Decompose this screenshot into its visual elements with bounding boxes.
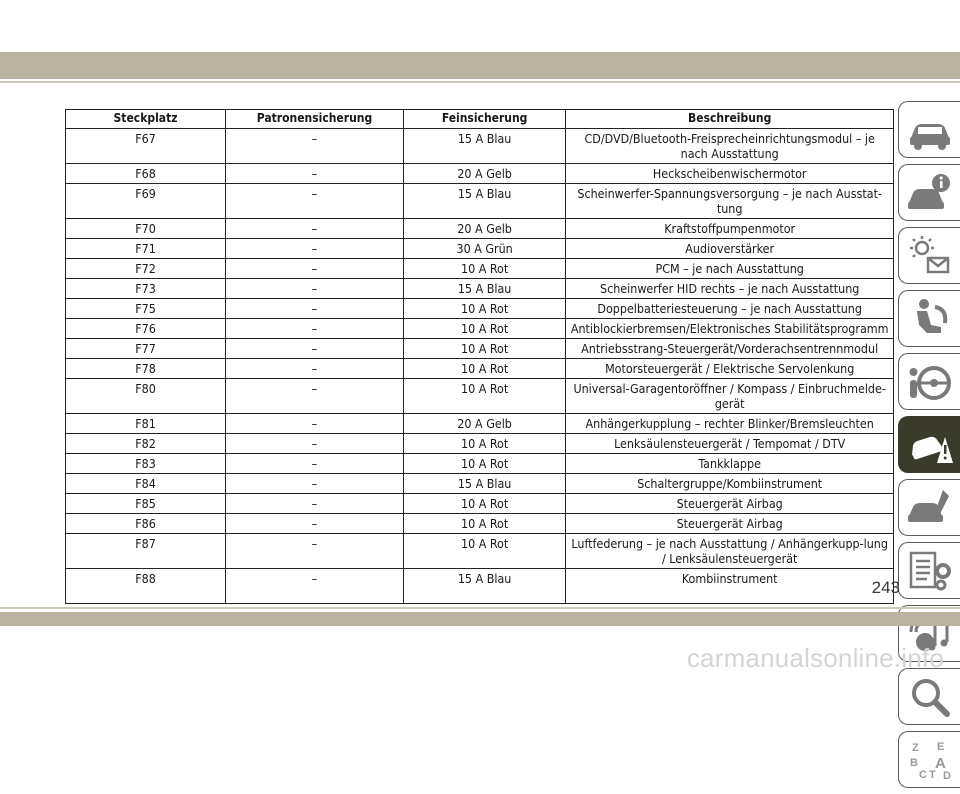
car-info-icon: [907, 171, 953, 215]
table-row: [66, 319, 894, 339]
car-dashboard-icon: [907, 108, 953, 152]
table-row: [66, 414, 894, 434]
table-row: [66, 569, 894, 604]
cell-cartridge: –: [226, 339, 404, 359]
index-letter: D: [942, 769, 951, 782]
cell-desc: PCM – je nach Ausstattung: [566, 259, 894, 279]
cell-cartridge: –: [226, 359, 404, 379]
cell-slot: F80: [66, 379, 226, 414]
tab-roadside-emergency[interactable]: [898, 416, 960, 473]
cell-desc: Lenksäulensteuergerät / Tempomat / DTV: [566, 434, 894, 454]
cell-cartridge: –: [226, 514, 404, 534]
table-row: [66, 219, 894, 239]
cell-desc: Luftfederung – je nach Ausstattung / Anhängerkupp-lung / Lenksäulensteuergerät: [566, 534, 894, 569]
cell-cartridge: –: [226, 494, 404, 514]
cell-cartridge: –: [226, 319, 404, 339]
cell-mini: 10 A Rot: [403, 299, 565, 319]
cell-cartridge: –: [226, 474, 404, 494]
index-letter: C: [918, 768, 927, 781]
cell-desc: Heckscheibenwischermotor: [566, 164, 894, 184]
cell-cartridge: –: [226, 454, 404, 474]
tab-car-info[interactable]: [898, 164, 960, 221]
chapter-tabs: [898, 101, 960, 794]
cell-slot: F73: [66, 279, 226, 299]
cell-desc: Antiblockierbremsen/Elektronisches Stabilitätsprogramm: [566, 319, 894, 339]
cell-cartridge: –: [226, 164, 404, 184]
cell-mini: 10 A Rot: [403, 534, 565, 569]
car-service-icon: [907, 486, 953, 530]
cell-mini: 30 A Grün: [403, 239, 565, 259]
cell-mini: 10 A Rot: [403, 494, 565, 514]
tab-warning-lights[interactable]: [898, 227, 960, 284]
cell-mini: 20 A Gelb: [403, 414, 565, 434]
cell-cartridge: –: [226, 569, 404, 604]
cell-slot: F86: [66, 514, 226, 534]
cell-slot: F76: [66, 319, 226, 339]
cell-cartridge: –: [226, 414, 404, 434]
cell-cartridge: –: [226, 219, 404, 239]
table-row: [66, 184, 894, 219]
tab-car-dashboard[interactable]: [898, 101, 960, 158]
cell-slot: F84: [66, 474, 226, 494]
table-row: [66, 164, 894, 184]
tab-steering-wheel[interactable]: [898, 353, 960, 410]
cell-desc: Scheinwerfer-Spannungsversorgung – je nach Ausstat-tung: [566, 184, 894, 219]
tab-language-index[interactable]: [898, 731, 960, 788]
cell-slot: F83: [66, 454, 226, 474]
table-row: [66, 129, 894, 164]
cell-mini: 15 A Blau: [403, 184, 565, 219]
table-row: [66, 259, 894, 279]
cell-cartridge: –: [226, 299, 404, 319]
index-letter: T: [928, 768, 936, 781]
index-letter: E: [936, 740, 944, 753]
cell-desc: Antriebsstrang-Steuergerät/Vorderachsentrennmodul: [566, 339, 894, 359]
cell-mini: 10 A Rot: [403, 259, 565, 279]
cell-mini: 10 A Rot: [403, 434, 565, 454]
header-band: [0, 52, 960, 79]
cell-mini: 15 A Blau: [403, 129, 565, 164]
cell-slot: F71: [66, 239, 226, 259]
cell-slot: F72: [66, 259, 226, 279]
specifications-icon: [907, 549, 953, 593]
cell-desc: Doppelbatteriesteuerung – je nach Ausstattung: [566, 299, 894, 319]
cell-mini: 10 A Rot: [403, 514, 565, 534]
fuse-table: [65, 109, 894, 604]
cell-desc: Kraftstoffpumpenmotor: [566, 219, 894, 239]
cell-slot: F75: [66, 299, 226, 319]
table-row: [66, 434, 894, 454]
cell-slot: F69: [66, 184, 226, 219]
cell-mini: 15 A Blau: [403, 279, 565, 299]
page-number: 243: [871, 578, 900, 597]
footer-line: [0, 607, 960, 609]
cell-desc: Schaltergruppe/Kombiinstrument: [566, 474, 894, 494]
cell-mini: 10 A Rot: [403, 319, 565, 339]
index-letter: A: [934, 754, 946, 772]
cell-mini: 10 A Rot: [403, 359, 565, 379]
tab-seat-airbag[interactable]: [898, 290, 960, 347]
cell-desc: Steuergerät Airbag: [566, 514, 894, 534]
cell-desc: Steuergerät Airbag: [566, 494, 894, 514]
cell-slot: F82: [66, 434, 226, 454]
cell-slot: F77: [66, 339, 226, 359]
cell-cartridge: –: [226, 239, 404, 259]
roadside-emergency-icon: [907, 423, 953, 467]
cell-mini: 10 A Rot: [403, 379, 565, 414]
table-body: [66, 129, 894, 604]
cell-mini: 20 A Gelb: [403, 219, 565, 239]
header-cartridge: Patronensicherung: [226, 110, 404, 129]
cell-desc: Audioverstärker: [566, 239, 894, 259]
index-letter: B: [909, 756, 918, 769]
cell-slot: F81: [66, 414, 226, 434]
tab-search-index[interactable]: [898, 668, 960, 725]
language-index-icon: [907, 738, 953, 782]
warning-lights-icon: [907, 234, 953, 278]
cell-desc: Anhängerkupplung – rechter Blinker/Bremsleuchten: [566, 414, 894, 434]
search-index-icon: [907, 675, 953, 719]
cell-slot: F78: [66, 359, 226, 379]
table-row: [66, 279, 894, 299]
cell-cartridge: –: [226, 259, 404, 279]
cell-desc: CD/DVD/Bluetooth-Freisprecheinrichtungsmodul – je nach Ausstattung: [566, 129, 894, 164]
table-row: [66, 534, 894, 569]
table-row: [66, 299, 894, 319]
cell-slot: F70: [66, 219, 226, 239]
cell-slot: F68: [66, 164, 226, 184]
watermark: carmanualsonline.info: [686, 643, 944, 673]
cell-desc: Universal-Garagentoröffner / Kompass / Einbruchmelde-gerät: [566, 379, 894, 414]
cell-mini: 15 A Blau: [403, 474, 565, 494]
table-row: [66, 474, 894, 494]
table-row: [66, 339, 894, 359]
header-slot: Steckplatz: [66, 110, 226, 129]
cell-mini: 15 A Blau: [403, 569, 565, 604]
cell-slot: F85: [66, 494, 226, 514]
table-row: [66, 359, 894, 379]
cell-slot: F87: [66, 534, 226, 569]
cell-desc: Tankklappe: [566, 454, 894, 474]
steering-wheel-icon: [907, 360, 953, 404]
header-description: Beschreibung: [566, 110, 894, 129]
tab-specifications[interactable]: [898, 542, 960, 599]
cell-desc: Kombiinstrument: [566, 569, 894, 604]
cell-mini: 10 A Rot: [403, 454, 565, 474]
tab-car-service[interactable]: [898, 479, 960, 536]
table-row: [66, 239, 894, 259]
cell-slot: F67: [66, 129, 226, 164]
index-letter: Z: [911, 741, 919, 754]
table-header-row: [66, 110, 894, 129]
cell-cartridge: –: [226, 534, 404, 569]
cell-cartridge: –: [226, 379, 404, 414]
cell-cartridge: –: [226, 129, 404, 164]
cell-slot: F88: [66, 569, 226, 604]
cell-mini: 20 A Gelb: [403, 164, 565, 184]
footer-band: [0, 612, 960, 626]
cell-cartridge: –: [226, 434, 404, 454]
cell-mini: 10 A Rot: [403, 339, 565, 359]
cell-cartridge: –: [226, 279, 404, 299]
cell-desc: Scheinwerfer HID rechts – je nach Ausstattung: [566, 279, 894, 299]
table-row: [66, 514, 894, 534]
table-row: [66, 494, 894, 514]
table-row: [66, 454, 894, 474]
header-mini: Feinsicherung: [403, 110, 565, 129]
cell-desc: Motorsteuergerät / Elektrische Servolenkung: [566, 359, 894, 379]
table-row: [66, 379, 894, 414]
cell-cartridge: –: [226, 184, 404, 219]
seat-airbag-icon: [907, 297, 953, 341]
